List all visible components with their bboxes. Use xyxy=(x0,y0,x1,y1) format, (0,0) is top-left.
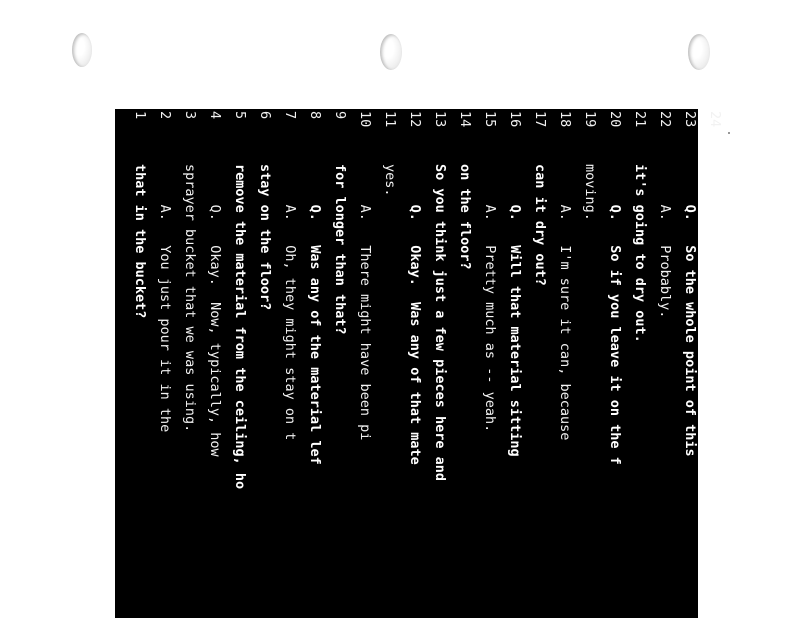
line-text: Q. So if you leave it on the f xyxy=(607,164,623,465)
line-number: 3 xyxy=(182,111,198,120)
transcript-line xyxy=(452,109,477,618)
transcript-line xyxy=(127,109,152,618)
binder-hole-left xyxy=(72,33,92,67)
line-number: 22 xyxy=(657,111,673,128)
line-number: 9 xyxy=(332,111,348,120)
transcript-line xyxy=(377,109,402,618)
line-text: get it in the barrels with water before xyxy=(707,164,723,481)
line-text: Q. Was any of the material lef xyxy=(307,164,323,465)
line-text: Q. Will that material sitting xyxy=(507,164,523,457)
line-text: sprayer bucket that we was using. xyxy=(182,164,198,433)
transcript-line xyxy=(302,109,327,618)
transcript-line xyxy=(652,109,677,618)
line-number: 2 xyxy=(157,111,173,120)
transcript-line xyxy=(252,109,277,618)
transcript-line xyxy=(402,109,427,618)
line-text: that in the bucket? xyxy=(132,164,148,319)
line-text: A. Oh, they might stay on t xyxy=(282,164,298,441)
line-text: So you think just a few pieces here and xyxy=(432,164,448,481)
line-number: 17 xyxy=(532,111,548,128)
line-text: it's going to dry out. xyxy=(632,164,648,343)
transcript-line xyxy=(677,109,702,618)
line-number: 4 xyxy=(207,111,223,120)
line-number: 19 xyxy=(582,111,598,128)
line-number: 14 xyxy=(457,111,473,128)
line-number: 7 xyxy=(282,111,298,120)
line-text: A. Pretty much as -- yeah. xyxy=(482,164,498,433)
transcript-line xyxy=(627,109,652,618)
transcript-line xyxy=(502,109,527,618)
line-number: 18 xyxy=(557,111,573,128)
line-text: yes. xyxy=(382,164,398,197)
transcript-page xyxy=(115,109,723,618)
transcript-line xyxy=(602,109,627,618)
line-number: 16 xyxy=(507,111,523,128)
transcript-line xyxy=(277,109,302,618)
line-text: Q. Okay. Was any of that mate xyxy=(407,164,423,465)
line-text: A. There might have been pi xyxy=(357,164,373,441)
transcript-line xyxy=(352,109,377,618)
line-number: 13 xyxy=(432,111,448,128)
line-number: 21 xyxy=(632,111,648,128)
line-number: 5 xyxy=(232,111,248,120)
transcript-line xyxy=(577,109,602,618)
transcript-line xyxy=(527,109,552,618)
line-number: 8 xyxy=(307,111,323,120)
line-number: 1 xyxy=(132,111,148,120)
line-text: on the floor? xyxy=(457,164,473,270)
line-text: Q. Okay. Now, typically, how xyxy=(207,164,223,457)
binder-hole-right xyxy=(688,34,710,70)
line-number: 15 xyxy=(482,111,498,128)
line-number: 10 xyxy=(357,111,373,128)
line-number: 11 xyxy=(382,111,398,128)
line-number: 20 xyxy=(607,111,623,128)
transcript-line xyxy=(227,109,252,618)
transcript-line xyxy=(152,109,177,618)
line-text: for longer than that? xyxy=(332,164,348,335)
transcript-line xyxy=(702,109,727,618)
transcript-line xyxy=(327,109,352,618)
transcript-line xyxy=(177,109,202,618)
line-number: 12 xyxy=(407,111,423,128)
line-number: 6 xyxy=(257,111,273,120)
line-text: can it dry out? xyxy=(532,164,548,286)
transcript-line xyxy=(552,109,577,618)
binder-hole-middle xyxy=(380,34,402,70)
paper-speck xyxy=(728,132,730,134)
line-text: A. Probably. xyxy=(657,164,673,319)
line-text: moving. xyxy=(582,164,598,221)
line-text: A. You just pour it in the xyxy=(157,164,173,433)
line-number: 23 xyxy=(682,111,698,128)
line-text: Q. So the whole point of this xyxy=(682,164,698,457)
transcript-line xyxy=(202,109,227,618)
line-text: A. I'm sure it can, because xyxy=(557,164,573,441)
line-number: 24 xyxy=(707,111,723,128)
line-text: remove the material from the ceiling, ho xyxy=(232,164,248,490)
transcript-line xyxy=(427,109,452,618)
line-text: stay on the floor? xyxy=(257,164,273,311)
transcript-line xyxy=(477,109,502,618)
transcript-lines xyxy=(115,109,723,618)
